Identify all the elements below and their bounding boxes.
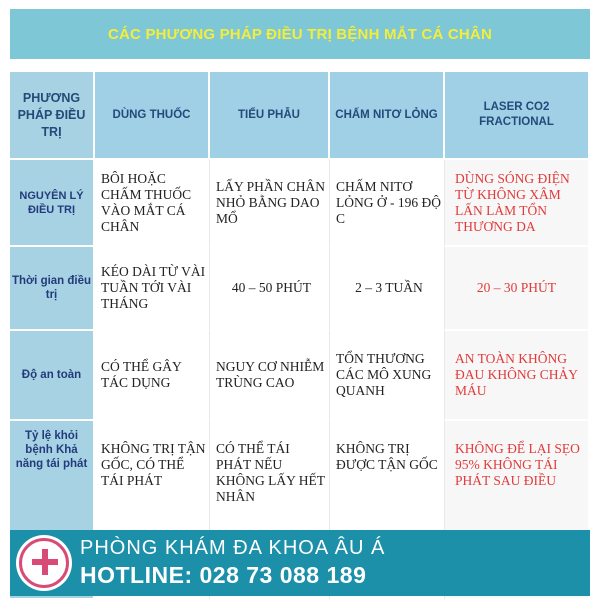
row-label-duration: Thời gian điều trị [10,247,95,331]
cell-principle-tieu-phau: LẤY PHẦN CHÂN NHỎ BẰNG DAO MỔ [210,160,330,247]
title-bar [10,9,590,59]
corner-header: PHƯƠNG PHÁP ĐIỀU TRỊ [10,72,95,160]
clinic-name: PHÒNG KHÁM ĐA KHOA ÂU Á [80,537,386,559]
cell-principle-cham-nito: CHẤM NITƠ LỎNG Ở - 196 ĐỘ C [330,160,445,247]
method-header-dung-thuoc: DÙNG THUỐC [95,72,210,160]
cell-safety-laser: AN TOÀN KHÔNG ĐAU KHÔNG CHẢY MÁU [445,331,590,421]
cell-duration-tieu-phau: 40 – 50 PHÚT [210,247,330,331]
method-header-tieu-phau: TIỂU PHẪU [210,72,330,160]
cell-recovery-tieu-phau: CÓ THỂ TÁI PHÁT NẾU KHÔNG LẤY HẾT NHÂN [210,421,330,600]
clinic-logo-icon [16,535,72,591]
cell-recovery-dung-thuoc: KHÔNG TRỊ TẬN GỐC, CÓ THỂ TÁI PHÁT [95,421,210,600]
method-header-laser: LASER CO2 FRACTIONAL [445,72,590,160]
row-label-recovery: Tỷ lệ khỏi bệnh Khả năng tái phát [10,421,95,600]
cell-safety-tieu-phau: NGUY CƠ NHIỄM TRÙNG CAO [210,331,330,421]
hotline-number: HOTLINE: 028 73 088 189 [80,562,367,588]
row-label-safety: Độ an toàn [10,331,95,421]
method-header-cham-nito: CHẤM NITƠ LỎNG [330,72,445,160]
hotline-banner [10,530,590,596]
cell-principle-laser: DÙNG SÓNG ĐIỆN TỪ KHÔNG XÂM LẤN LÀM TỔN THƯƠNG DA [445,160,590,247]
cell-safety-cham-nito: TỔN THƯƠNG CÁC MÔ XUNG QUANH [330,331,445,421]
cell-principle-dung-thuoc: BÔI HOẶC CHẤM THUỐC VÀO MẮT CÁ CHÂN [95,160,210,247]
comparison-table [10,72,590,600]
cell-duration-laser: 20 – 30 PHÚT [445,247,590,331]
row-label-principle: NGUYÊN LÝ ĐIỀU TRỊ [10,160,95,247]
banner-text [80,537,385,589]
cell-safety-dung-thuoc: CÓ THỂ GÂY TÁC DỤNG [95,331,210,421]
cell-recovery-cham-nito: KHÔNG TRỊ ĐƯỢC TẬN GỐC [330,421,445,600]
cell-duration-dung-thuoc: KÉO DÀI TỪ VÀI TUẦN TỚI VÀI THÁNG [95,247,210,331]
cell-recovery-laser: KHÔNG ĐỂ LẠI SẸO 95% KHÔNG TÁI PHÁT SAU ĐIỀU [445,421,590,600]
page-title: CÁC PHƯƠNG PHÁP ĐIỀU TRỊ BỆNH MẮT CÁ CHÂN [107,25,492,43]
cell-duration-cham-nito: 2 – 3 TUẦN [330,247,445,331]
